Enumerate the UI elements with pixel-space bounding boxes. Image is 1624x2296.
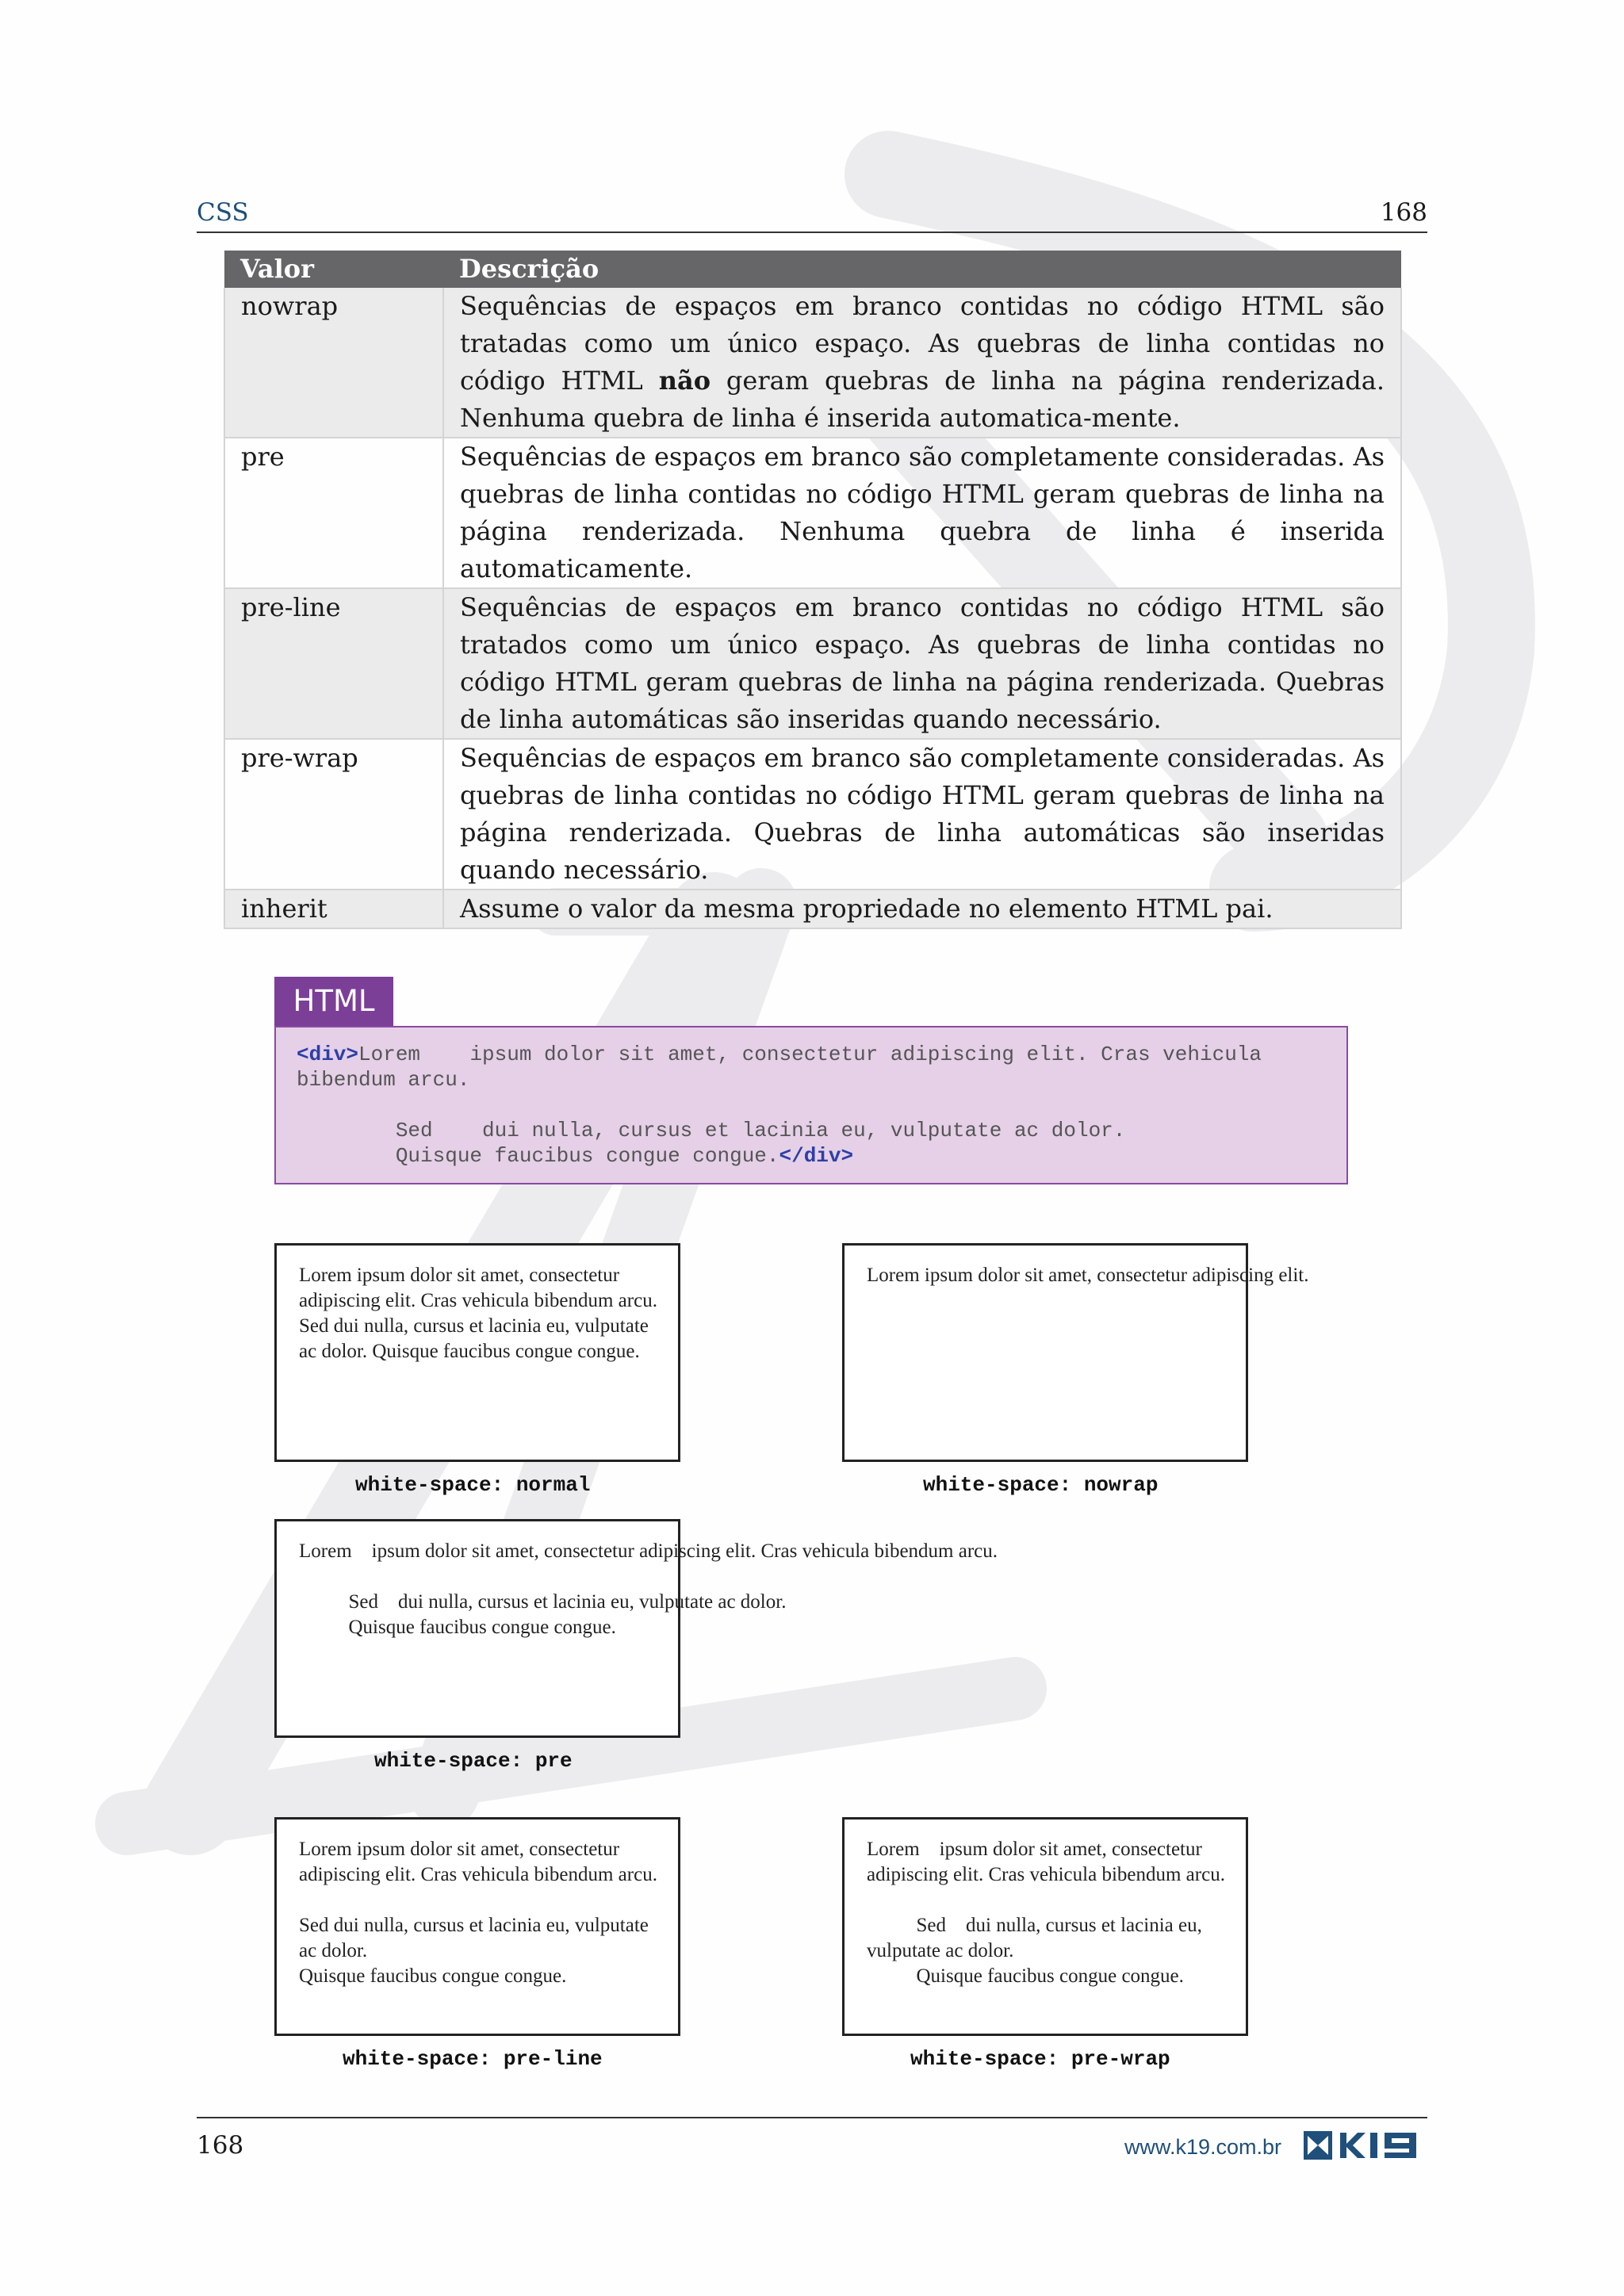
caption-nowrap: white-space: nowrap [923,1473,1159,1497]
table-cell-value: pre [224,438,443,588]
description-text: geram quebras de linha na página renderizada. Nenhuma quebra de linha é inserida automatica-mente. [460,365,1385,433]
table-header-row [224,251,1401,288]
k19-logo [1304,2130,1427,2161]
table-row [224,588,1401,739]
demo-box-normal [274,1243,680,1462]
caption-pre: white-space: pre [374,1749,573,1773]
demo-text-normal: Lorem ipsum dolor sit amet, consectetur adipiscing elit. Cras vehicula bibendum arcu. Sed dui nulla, cursus et lacinia eu, vulputate ac dolor. Quisque faucibus congue congue. [299,1265,657,1362]
description-text: Sequências de espaços em branco contidas no código HTML são tratadas como um único espaço. As quebras de linha contidas no código HTML [460,291,1385,396]
table-cell-value: inherit [224,890,443,928]
code-body: Lorem ipsum dolor sit amet, consectetur adipiscing elit. Cras vehicula bibendum arcu. Sed dui nulla, cursus et lacinia eu, vulputate ac dolor. Quisque faucibus congue congue. [297,1043,1262,1168]
caption-normal: white-space: normal [355,1473,591,1497]
demo-box-pre-wrap [842,1817,1248,2036]
table-cell-description: Sequências de espaços em branco são completamente consideradas. As quebras de linha contidas no código HTML geram quebras de linha na página renderizada. Quebras de linha automáticas são inseridas quando necessário. [443,739,1401,890]
demo-box-pre-line [274,1817,680,2036]
demo-text-pre: Lorem ipsum dolor sit amet, consectetur adipiscing elit. Cras vehicula bibendum arcu. Sed dui nulla, cursus et lacinia eu, vulputate ac dolor. Quisque faucibus congue congue. [299,1540,998,1638]
table-header-valor: Valor [224,251,443,288]
demo-box-pre [274,1519,998,1738]
code-language-tab: HTML [274,977,393,1026]
table-cell-value: nowrap [224,288,443,438]
description-bold: não [658,365,711,396]
table-cell-description: Sequências de espaços em branco contidas no código HTML são tratados como um único espaço. As quebras de linha contidas no código HTML geram quebras de linha na página renderizada. Quebras de linha automáticas são inseridas quando necessário. [443,588,1401,739]
code-close-tag: </div> [779,1144,854,1168]
footer-rule [197,2117,1427,2118]
white-space-values-table [224,251,1402,929]
table-row [224,739,1401,890]
demo-box-nowrap [842,1243,1309,1462]
code-open-tag: <div> [297,1043,359,1066]
demo-text-pre-wrap: Lorem ipsum dolor sit amet, consectetur adipiscing elit. Cras vehicula bibendum arcu. Sed dui nulla, cursus et lacinia eu, vulputate ac dolor. Quisque faucibus congue congue. [867,1839,1225,1987]
caption-pre-line: white-space: pre-line [343,2047,603,2071]
running-title: CSS [197,198,249,227]
table-header-descricao: Descrição [443,251,1401,288]
table-row [224,890,1401,928]
code-text [297,1042,1262,1169]
table-row [224,288,1401,438]
table-cell-description [443,288,1401,438]
demo-text-pre-line: Lorem ipsum dolor sit amet, consectetur adipiscing elit. Cras vehicula bibendum arcu. Sed dui nulla, cursus et lacinia eu, vulputate ac dolor. Quisque faucibus congue congue. [299,1839,657,1987]
table-cell-value: pre-line [224,588,443,739]
demo-text-nowrap: Lorem ipsum dolor sit amet, consectetur adipiscing elit. [867,1265,1309,1286]
caption-pre-wrap: white-space: pre-wrap [910,2047,1170,2071]
table-cell-description: Assume o valor da mesma propriedade no elemento HTML pai. [443,890,1401,928]
site-url-link[interactable]: www.k19.com.br [1124,2135,1281,2159]
table-row [224,438,1401,588]
header-rule [197,232,1427,233]
html-code-listing [274,1026,1348,1184]
table-cell-description: Sequências de espaços em branco são completamente consideradas. As quebras de linha contidas no código HTML geram quebras de linha na página renderizada. Nenhuma quebra de linha é inserida automaticamente. [443,438,1401,588]
page-number-top: 168 [1380,198,1427,227]
page-number-bottom: 168 [197,2131,244,2160]
table-cell-value: pre-wrap [224,739,443,890]
